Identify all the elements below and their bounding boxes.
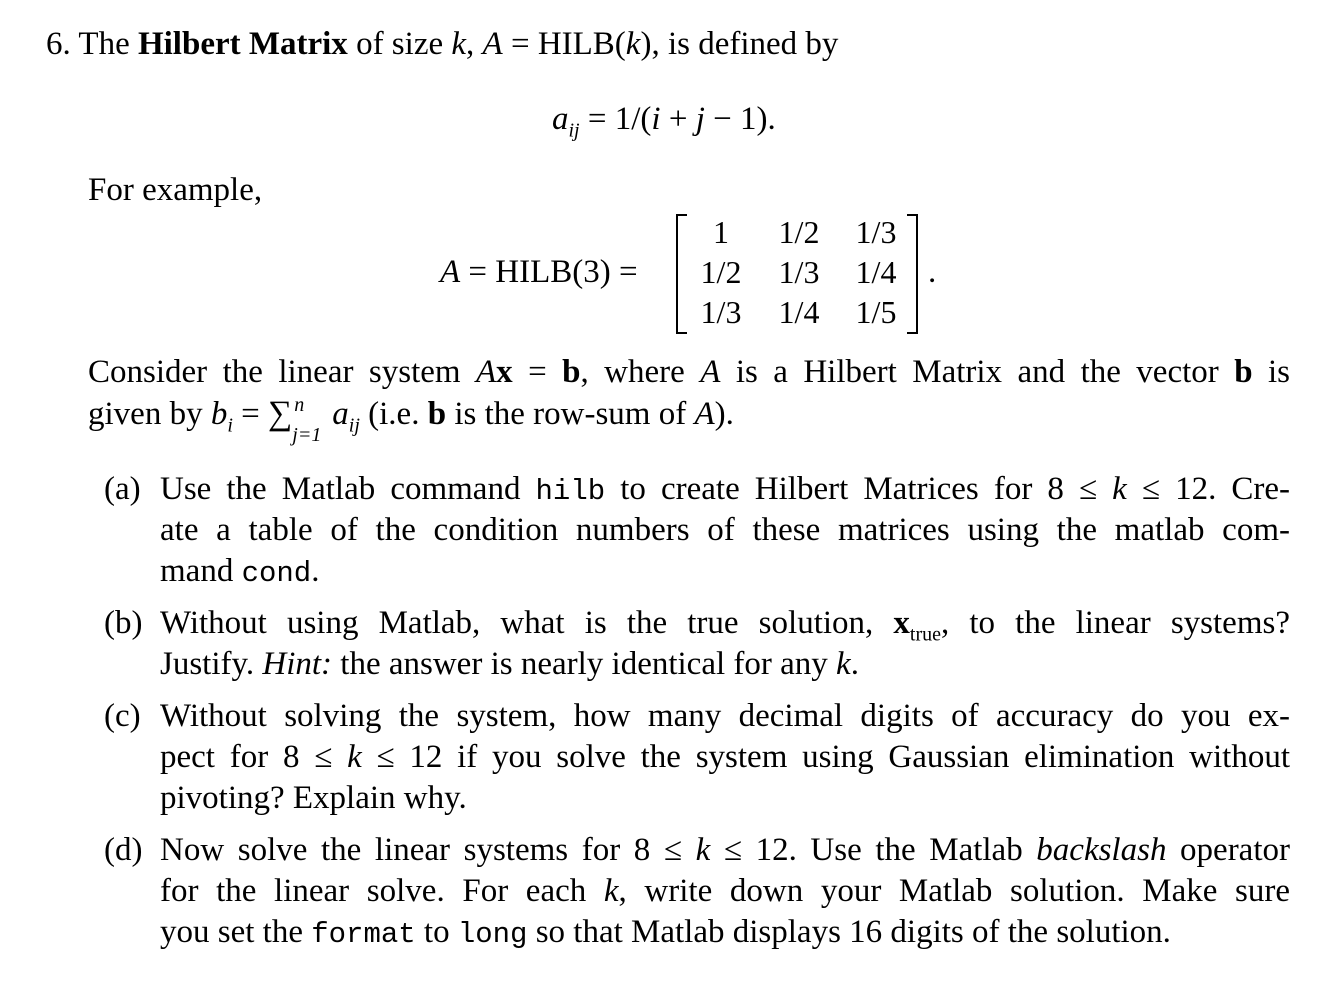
var-A: A <box>440 254 461 290</box>
text: . <box>311 553 320 589</box>
text: so that Matlab displays 16 digits of the solution. <box>535 914 1171 950</box>
text: for the linear solve. For each <box>160 873 587 909</box>
part-d-label: (d) <box>104 832 143 868</box>
matrix-cell: 1/3 <box>778 254 820 290</box>
text: ≤ 12 if you solve the system using Gaussian elimination without <box>376 739 1290 775</box>
text: , to the linear systems? <box>941 605 1290 641</box>
text: HILB( <box>537 26 626 62</box>
sum-symbol: ∑ <box>268 395 293 432</box>
text: is a Hilbert Matrix and the vector <box>735 354 1219 390</box>
text: is <box>1268 354 1291 390</box>
text: , where <box>580 354 685 390</box>
text: pect for 8 ≤ <box>160 739 333 775</box>
text: . <box>850 646 859 682</box>
part-d-line-1 <box>160 830 1290 871</box>
part-a-label: (a) <box>104 471 141 507</box>
code-cond: cond <box>241 557 312 590</box>
var-b: b <box>210 396 228 432</box>
problem-heading <box>46 24 838 65</box>
hilbert-matrix-3 <box>676 214 918 332</box>
vec-b: b <box>562 354 581 390</box>
subscript-true: true <box>909 623 941 646</box>
text: ≤ 12. Use the Matlab <box>723 832 1023 868</box>
text: to <box>423 914 450 950</box>
term-backslash: backslash <box>1036 832 1167 868</box>
text: operator <box>1180 832 1290 868</box>
subscript-ij: ij <box>568 119 580 142</box>
matrix-cell: 1/4 <box>778 294 820 330</box>
matrix-cell: 1/3 <box>700 294 742 330</box>
var-a: a <box>552 101 569 137</box>
vec-x: x <box>496 354 513 390</box>
text: of size <box>356 26 444 62</box>
text: , write down your Matlab solution. Make sure <box>618 873 1291 909</box>
part-d-line-3 <box>160 912 1171 955</box>
var-A: A <box>694 396 715 432</box>
part-c-label: (c) <box>104 698 141 734</box>
text: Consider the linear system <box>88 354 461 390</box>
matrix-cell: 1/4 <box>855 254 897 290</box>
code-long: long <box>457 918 528 951</box>
consider-line-2 <box>88 393 734 446</box>
var-k: k <box>347 739 362 775</box>
var-A: A <box>482 26 503 62</box>
text: = 1/( <box>587 101 652 137</box>
part-a-line-3 <box>160 551 319 594</box>
sum-limits: n j=1 <box>292 394 322 446</box>
var-k: k <box>451 26 467 62</box>
term-hilbert-matrix: Hilbert Matrix <box>137 26 348 62</box>
code-hilb: hilb <box>535 475 606 508</box>
vec-b: b <box>1234 354 1253 390</box>
text: the answer is nearly identical for any <box>340 646 828 682</box>
part-b-line-2 <box>160 644 859 685</box>
subscript-ij: ij <box>348 414 360 437</box>
part-b-label: (b) <box>104 605 143 641</box>
part-a-line-2: ate a table of the condition numbers of these matrices using the matlab com- <box>160 512 1290 548</box>
var-i: i <box>651 101 661 137</box>
text: to create Hilbert Matrices for 8 ≤ <box>620 471 1098 507</box>
text: Now solve the linear systems for 8 ≤ <box>160 832 683 868</box>
text: + <box>660 101 696 137</box>
example-label: For example, <box>88 172 263 208</box>
vec-x: x <box>893 605 910 641</box>
hint-label: Hint: <box>262 646 333 682</box>
part-c-line-3: pivoting? Explain why. <box>160 780 467 816</box>
text: Without using Matlab, what is the true solution, <box>160 605 874 641</box>
text: you set the <box>160 914 303 950</box>
problem-number: 6. <box>46 26 71 62</box>
text: given by <box>88 396 203 432</box>
subscript-i: i <box>227 414 233 437</box>
text: − 1). <box>704 101 776 137</box>
part-a-line-1 <box>160 469 1290 512</box>
definition-equation <box>552 99 776 140</box>
text: , <box>466 26 475 62</box>
vec-b: b <box>427 396 447 432</box>
text: Use the Matlab command <box>160 471 521 507</box>
text: ≤ 12. Cre- <box>1141 471 1291 507</box>
text: is defined by <box>667 26 839 62</box>
part-c-line-1: Without solving the system, how many decimal digits of accuracy do you ex- <box>160 698 1290 734</box>
var-A: A <box>700 354 721 390</box>
matrix-cell: 1/2 <box>778 214 820 250</box>
matrix-cell: 1/3 <box>855 214 897 250</box>
part-d-line-2 <box>160 871 1290 912</box>
matrix-cell: 1/2 <box>700 254 742 290</box>
text: ), <box>640 26 660 62</box>
matrix-cell: 1/5 <box>855 294 897 330</box>
matrix-lhs <box>440 252 638 293</box>
var-j: j <box>695 101 705 137</box>
var-a: a <box>332 396 349 432</box>
text: ). <box>714 396 734 432</box>
text: = HILB(3) = <box>460 254 638 290</box>
text: Justify. <box>160 646 255 682</box>
text: = <box>510 26 530 62</box>
text: (i.e. <box>368 396 420 432</box>
text: mand <box>160 553 234 589</box>
var-A: A <box>475 354 497 390</box>
var-k: k <box>625 26 641 62</box>
text: = <box>512 354 563 390</box>
var-k: k <box>836 646 851 682</box>
text: is the row-sum of <box>454 396 687 432</box>
text: = <box>232 396 269 432</box>
part-b-line-1 <box>160 603 1290 644</box>
matrix-period: . <box>928 254 937 290</box>
code-format: format <box>311 918 416 951</box>
part-c-line-2 <box>160 737 1290 778</box>
var-k: k <box>695 832 711 868</box>
var-k: k <box>1112 471 1127 507</box>
var-k: k <box>603 873 619 909</box>
consider-line-1 <box>88 352 1290 393</box>
text: The <box>78 26 130 62</box>
matrix-cell: 1 <box>713 214 729 250</box>
